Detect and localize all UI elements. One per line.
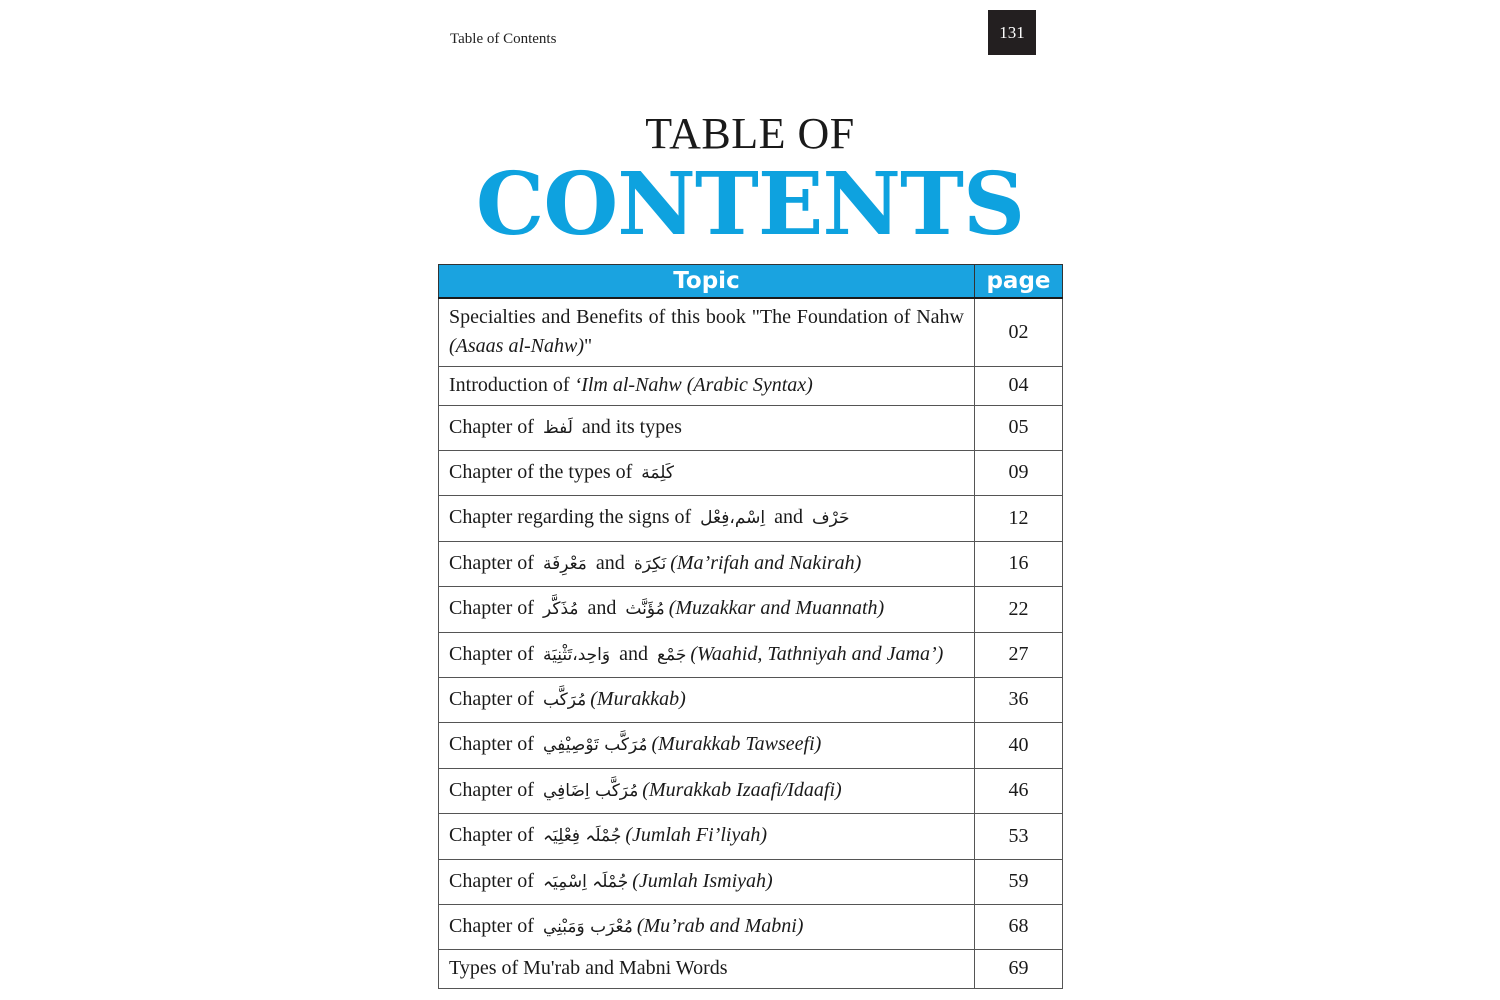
toc-topic-cell: [439, 813, 975, 859]
toc-row: [439, 904, 1063, 949]
toc-topic-cell: [439, 298, 975, 366]
toc-row: [439, 298, 1063, 366]
topic-text: Chapter of: [449, 642, 539, 665]
toc-row: [439, 677, 1063, 722]
topic-text: Chapter of: [449, 824, 539, 846]
toc-row: [439, 495, 1063, 541]
arabic-term: مُعْرَب وَمَبْنِي: [542, 916, 633, 937]
arabic-term: اِسْم،فِعْل: [700, 508, 766, 528]
toc-topic-cell: [439, 541, 975, 586]
page-column-header: page: [975, 265, 1063, 299]
topic-text: and: [769, 506, 809, 528]
running-header-title: Table of Contents: [450, 31, 557, 47]
arabic-term: مُرَكَّب: [542, 689, 587, 710]
toc-row: [439, 450, 1063, 495]
toc-row: [439, 586, 1063, 632]
toc-topic-cell: [439, 366, 975, 405]
page-number-badge: 131: [988, 10, 1036, 55]
toc-table: [438, 264, 1063, 989]
toc-row: [439, 949, 1063, 988]
topic-text: Chapter of: [449, 869, 539, 892]
toc-page-cell: 16: [975, 541, 1063, 586]
arabic-term: لَفظ: [542, 417, 573, 438]
arabic-term: نَكِرَة: [633, 553, 667, 574]
arabic-term: جَمْع: [656, 644, 687, 665]
topic-text: Chapter of: [449, 415, 539, 438]
toc-topic-cell: [439, 904, 975, 949]
transliteration: (Jumlah Ismiyah): [632, 869, 773, 892]
toc-topic-cell: [439, 632, 975, 677]
toc-row: [439, 405, 1063, 450]
arabic-term: كَلِمَة: [641, 462, 674, 483]
topic-text: Chapter of: [449, 687, 539, 710]
arabic-term: مُرَكَّب اِضَافِي: [542, 780, 639, 801]
topic-text: ": [584, 335, 593, 358]
toc-page-cell: 59: [975, 859, 1063, 904]
toc-row: [439, 366, 1063, 405]
transliteration: (Murakkab): [590, 687, 686, 710]
topic-text: Types of Mu'rab and Mabni Words: [449, 957, 728, 979]
arabic-term: حَرْف: [812, 508, 850, 528]
transliteration: (Waahid, Tathniyah and Jama’): [690, 642, 944, 665]
toc-row: [439, 632, 1063, 677]
transliteration: (Muzakkar and Muannath): [668, 597, 885, 619]
toc-row: [439, 541, 1063, 586]
toc-topic-cell: [439, 405, 975, 450]
topic-text: Introduction of: [449, 374, 575, 396]
toc-row: [439, 722, 1063, 768]
transliteration: (Mu’rab and Mabni): [636, 914, 804, 937]
arabic-term: مُؤَنَّث: [625, 599, 665, 619]
transliteration: ‘Ilm al-Nahw (Arabic Syntax): [574, 374, 813, 396]
toc-topic-cell: [439, 586, 975, 632]
topic-text: Chapter of: [449, 733, 539, 755]
toc-page-cell: 40: [975, 722, 1063, 768]
topic-text: Chapter of the types of: [449, 460, 638, 483]
toc-topic-cell: [439, 859, 975, 904]
toc-page-cell: 12: [975, 495, 1063, 541]
topic-text: and its types: [576, 415, 682, 438]
transliteration: (Murakkab Tawseefi): [651, 733, 822, 755]
toc-page-cell: 05: [975, 405, 1063, 450]
page-title-line1: TABLE OF: [645, 109, 855, 158]
topic-text: and: [590, 551, 630, 574]
toc-page-cell: 36: [975, 677, 1063, 722]
arabic-term: جُمْلَہ فِعْلِيَہ: [542, 826, 622, 846]
arabic-term: مَعْرِفَة: [542, 553, 587, 574]
arabic-term: جُمْلَہ اِسْمِيَہ: [542, 871, 629, 892]
topic-text: Chapter of: [449, 778, 539, 801]
toc-page-cell: 04: [975, 366, 1063, 405]
topic-text: Chapter of: [449, 551, 539, 574]
transliteration: (Ma’rifah and Nakirah): [670, 551, 862, 574]
toc-row: [439, 859, 1063, 904]
topic-text: and: [582, 597, 622, 619]
toc-page-cell: 68: [975, 904, 1063, 949]
toc-page-cell: 27: [975, 632, 1063, 677]
toc-page-cell: 02: [975, 298, 1063, 366]
topic-text: Chapter regarding the signs of: [449, 506, 697, 528]
toc-page-cell: 22: [975, 586, 1063, 632]
arabic-term: مُرَكَّب تَوْصِيْفِي: [542, 735, 648, 755]
topic-text: Chapter of: [449, 597, 539, 619]
toc-topic-cell: [439, 450, 975, 495]
toc-topic-cell: [439, 677, 975, 722]
toc-topic-cell: [439, 722, 975, 768]
arabic-term: مُذَكَّر: [542, 599, 579, 619]
page-title-line2: CONTENTS: [475, 154, 1025, 255]
toc-topic-cell: [439, 495, 975, 541]
toc-page-cell: 09: [975, 450, 1063, 495]
toc-topic-cell: [439, 768, 975, 813]
toc-page-cell: 69: [975, 949, 1063, 988]
topic-text: Chapter of: [449, 914, 539, 937]
toc-topic-cell: [439, 949, 975, 988]
topic-text: and: [614, 642, 653, 665]
topic-text: Specialties and Benefits of this book "The Foundation of Nahw: [449, 306, 964, 329]
transliteration: (Murakkab Izaafi/Idaafi): [642, 778, 842, 801]
arabic-term: وَاحِد،تَثْنِيَة: [542, 644, 611, 665]
transliteration: (Asaas al-Nahw): [449, 335, 584, 358]
toc-header-row: [439, 265, 1063, 299]
toc-page-cell: 46: [975, 768, 1063, 813]
toc-page-cell: 53: [975, 813, 1063, 859]
toc-row: [439, 768, 1063, 813]
topic-column-header: Topic: [439, 265, 975, 299]
toc-body: [439, 298, 1063, 988]
toc-row: [439, 813, 1063, 859]
transliteration: (Jumlah Fi’liyah): [625, 824, 767, 846]
